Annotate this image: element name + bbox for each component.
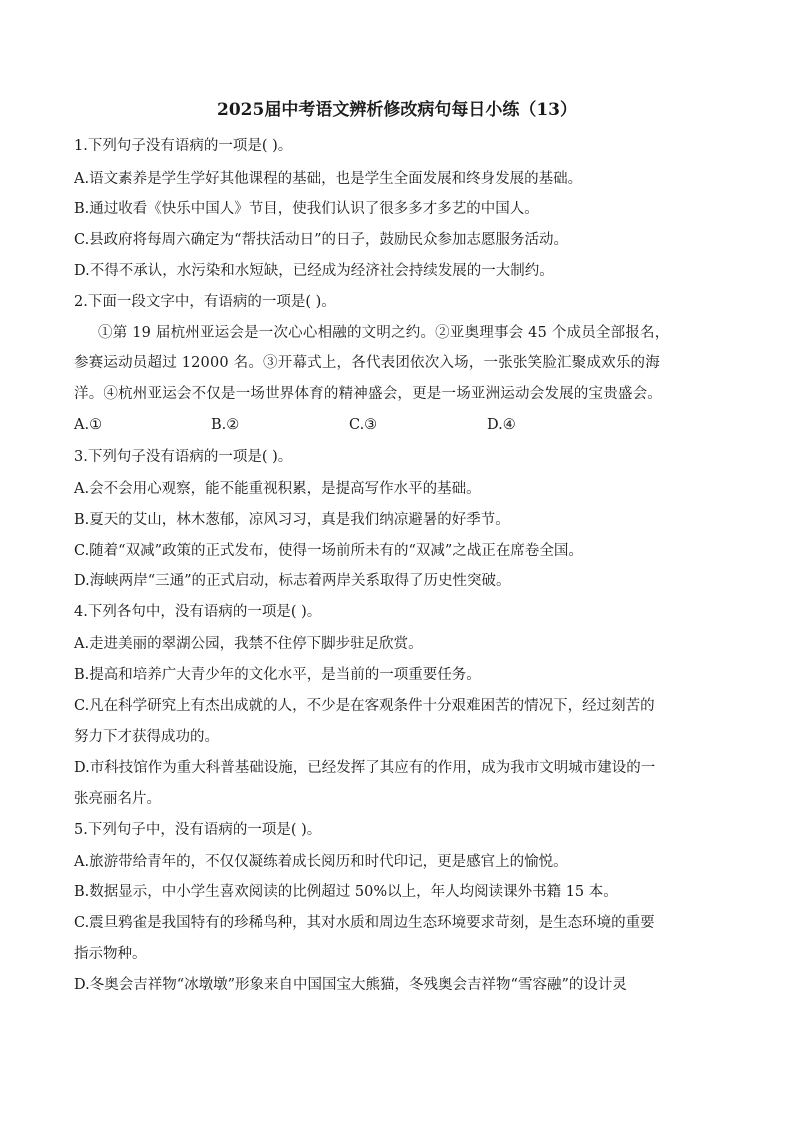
q1-option-d: D.不得不承认，水污染和水短缺，已经成为经济社会持续发展的一大制约。 xyxy=(74,263,554,279)
q5-option-d: D.冬奥会吉祥物“冰墩墩”形象来自中国国宝大熊猫，冬残奥会吉祥物“雪容融”的设计灵 xyxy=(74,977,627,993)
q5-option-c-cont: 指示物种。 xyxy=(74,946,147,962)
q2-option-c: C.③ xyxy=(349,417,378,433)
q2-option-b: B.② xyxy=(211,417,240,433)
q3-option-a: A.会不会用心观察，能不能重视积累，是提高写作水平的基础。 xyxy=(74,481,481,497)
q1-option-a: A.语文素养是学生学好其他课程的基础，也是学生全面发展和终身发展的基础。 xyxy=(74,171,583,187)
q5-option-b: B.数据显示，中小学生喜欢阅读的比例超过 50%以上，年人均阅读课外书籍 15 本。 xyxy=(74,884,618,900)
q4-option-d: D.市科技馆作为重大科普基础设施，已经发挥了其应有的作用，成为我市文明城市建设的一 xyxy=(74,760,656,776)
q1-option-b: B.通过收看《快乐中国人》节目，使我们认识了很多多才多艺的中国人。 xyxy=(74,201,539,217)
q2-option-a: A.① xyxy=(74,417,103,433)
q1-stem: 1.下列句子没有语病的一项是( )。 xyxy=(74,138,293,154)
q2-passage-line: 参赛运动员超过 12000 名。③开幕式上，各代表团依次入场，一张张笑脸汇聚成欢乐的海 xyxy=(74,355,660,371)
q5-option-a: A.旅游带给青年的，不仅仅凝练着成长阅历和时代印记，更是感官上的愉悦。 xyxy=(74,854,568,870)
q4-option-c-cont: 努力下才获得成功的。 xyxy=(74,729,219,745)
q4-option-c: C.凡在科学研究上有杰出成就的人，不少是在客观条件十分艰难困苦的情况下，经过刻苦的 xyxy=(74,698,655,714)
q4-option-b: B.提高和培养广大青少年的文化水平，是当前的一项重要任务。 xyxy=(74,667,481,683)
q3-option-d: D.海峡两岸“三通”的正式启动，标志着两岸关系取得了历史性突破。 xyxy=(74,573,511,589)
q4-option-d-cont: 张亮丽名片。 xyxy=(74,791,161,807)
q4-option-a: A.走进美丽的翠湖公园，我禁不住停下脚步驻足欣赏。 xyxy=(74,636,423,652)
q2-passage-line: 洋。④杭州亚运会不仅是一场世界体育的精神盛会，更是一场亚洲运动会发展的宝贵盛会。 xyxy=(74,386,662,402)
q5-stem: 5.下列句子中，没有语病的一项是( )。 xyxy=(74,822,322,838)
q2-passage-line: ①第 19 届杭州亚运会是一次心心相融的文明之约。②亚奥理事会 45 个成员全部报名， xyxy=(98,325,670,341)
q4-stem: 4.下列各句中，没有语病的一项是( )。 xyxy=(74,604,322,620)
page-title: 2025届中考语文辨析修改病句每日小练（13） xyxy=(217,100,577,120)
q5-option-c: C.震旦鸦雀是我国特有的珍稀鸟种，其对水质和周边生态环境要求苛刻，是生态环境的重要 xyxy=(74,915,655,931)
q3-option-c: C.随着“双减”政策的正式发布，使得一场前所未有的“双减”之战正在席卷全国。 xyxy=(74,543,583,559)
q2-stem: 2.下面一段文字中，有语病的一项是( )。 xyxy=(74,294,336,310)
q3-option-b: B.夏天的艾山，林木葱郁，凉风习习，真是我们纳凉避暑的好季节。 xyxy=(74,512,510,528)
q2-option-d: D.④ xyxy=(487,417,516,433)
q3-stem: 3.下列句子没有语病的一项是( )。 xyxy=(74,449,293,465)
q1-option-c: C.县政府将每周六确定为“帮扶活动日”的日子，鼓励民众参加志愿服务活动。 xyxy=(74,232,569,248)
